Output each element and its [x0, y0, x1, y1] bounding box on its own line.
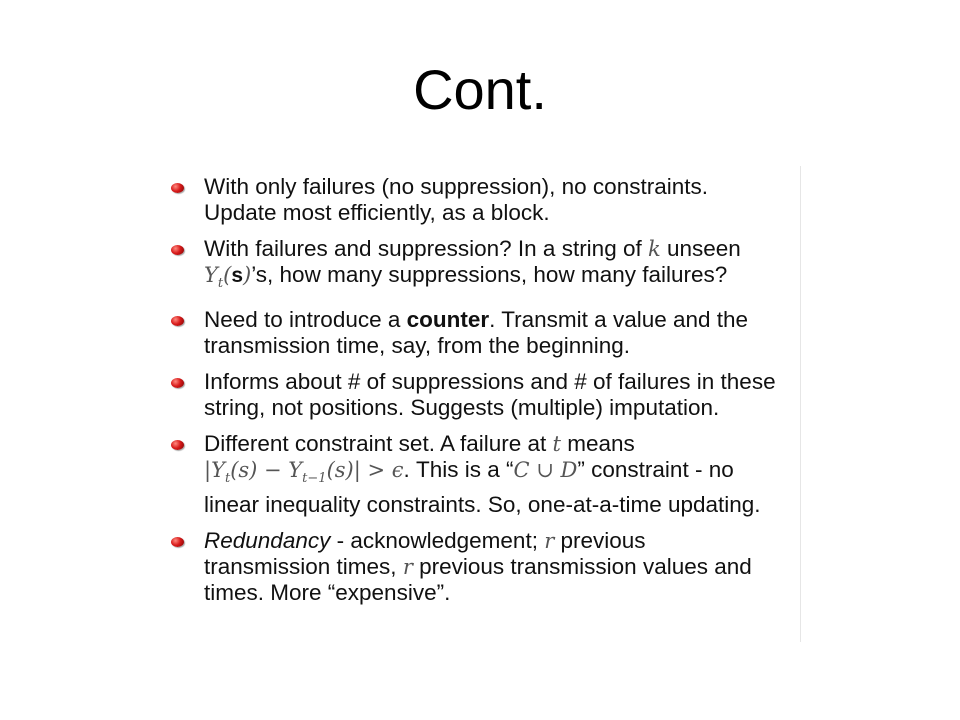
bullet-text-line: With only failures (no suppression), no constraints.	[204, 174, 708, 199]
math-subscript: t	[217, 276, 224, 291]
bullet-item	[166, 307, 800, 359]
italic-term: Redundancy	[204, 528, 331, 553]
bullet-text-line	[204, 262, 800, 297]
bullet-item	[166, 236, 800, 297]
bullet-dot-icon	[171, 245, 184, 255]
content-panel	[166, 166, 800, 642]
bullet-dot-icon	[171, 440, 184, 450]
bullet-text-line	[204, 528, 800, 554]
math-bold-symbol: s	[231, 264, 243, 287]
text-segment: previous	[554, 528, 646, 553]
text-segment: . Transmit a value and the	[489, 307, 749, 332]
bullet-text-line: Update most efficiently, as a block.	[204, 200, 550, 225]
slide-title: Cont.	[413, 58, 547, 121]
bullet-item	[166, 174, 800, 226]
math-expression: $Y_t(s)$	[204, 263, 252, 291]
math-expression	[204, 458, 404, 486]
bold-term: counter	[406, 307, 490, 332]
bullet-dot-icon	[171, 183, 184, 193]
text-segment: ” constraint - no	[577, 457, 734, 482]
math-expression: t	[552, 432, 561, 456]
math-expression: r	[544, 529, 555, 553]
bullet-dot-icon	[171, 378, 184, 388]
math-subscript: t	[224, 471, 231, 486]
math-expression: r	[402, 555, 413, 579]
bullet-dot-icon	[171, 537, 184, 547]
text-segment: Different constraint set. A failure at	[204, 431, 553, 456]
bullet-list	[166, 174, 800, 616]
text-segment: Need to introduce a	[204, 307, 407, 332]
bullet-text-line: string, not positions. Suggests (multiple) imputation.	[204, 395, 720, 420]
bullet-text-line: linear inequality constraints. So, one-at-a-time updating.	[204, 492, 761, 517]
text-segment: With failures and suppression? In a string of	[204, 236, 648, 261]
bullet-text-line	[204, 457, 800, 492]
text-segment: . This is a “	[403, 457, 514, 482]
bullet-text-line	[204, 307, 800, 333]
math-part: (s)| > ϵ	[326, 458, 404, 482]
math-part: (s) − Y	[230, 458, 303, 482]
text-segment: transmission times,	[204, 554, 403, 579]
bullet-text-line: transmission time, say, from the beginning.	[204, 333, 631, 358]
text-segment: - acknowledgement;	[330, 528, 545, 553]
bullet-text-line	[204, 236, 800, 262]
bullet-text-line	[204, 554, 800, 580]
bullet-text-line	[204, 431, 800, 457]
text-segment: ’s, how many suppressions, how many failures?	[251, 262, 728, 287]
bullet-item	[166, 431, 800, 518]
bullet-item	[166, 528, 800, 606]
math-subscript: t−1	[302, 471, 327, 486]
text-segment: previous transmission values and	[412, 554, 752, 579]
text-segment: unseen	[660, 236, 741, 261]
math-expression: k	[647, 237, 661, 261]
bullet-text-line: times. More “expensive”.	[204, 580, 451, 605]
bullet-text-line: Informs about # of suppressions and # of failures in these	[204, 369, 776, 394]
math-expression: C ∪ D	[513, 458, 578, 482]
bullet-item	[166, 369, 800, 421]
bullet-dot-icon	[171, 316, 184, 326]
text-segment: means	[560, 431, 635, 456]
math-symbol: Y	[204, 263, 218, 287]
math-part: |Y	[204, 458, 225, 482]
